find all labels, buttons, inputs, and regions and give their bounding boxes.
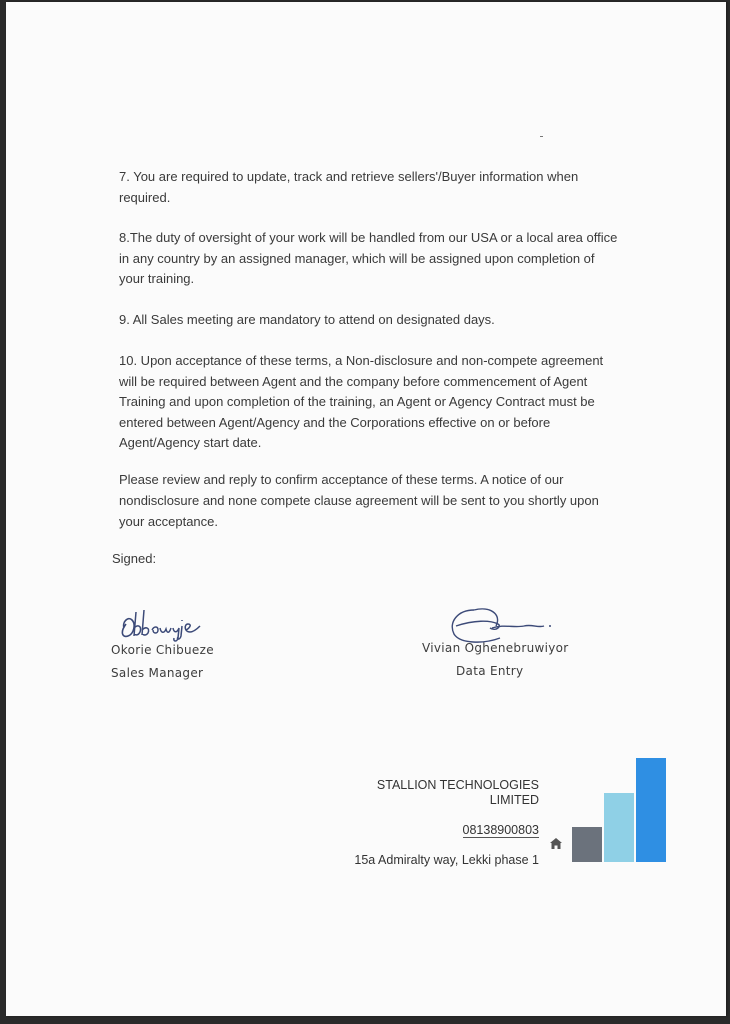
signatory-name: Okorie Chibueze [111, 643, 214, 657]
closing-paragraph: Please review and reply to confirm acceptance of these terms. A notice of our nondisclosure and none compete clause agreement will be sent to you shortly upon your acceptance. [119, 472, 599, 529]
paragraph-9: 9. All Sales meeting are mandatory to attend on designated days. [119, 312, 495, 327]
signatory-okorie [111, 639, 214, 685]
logo-bar-3 [636, 758, 666, 862]
company-name [306, 778, 539, 808]
company-name-line-2: LIMITED [489, 793, 539, 807]
signature-okorie [116, 602, 206, 642]
company-phone-number: 08138900803 [462, 823, 539, 837]
logo-bar-2 [604, 793, 634, 862]
paragraph-10: 10. Upon acceptance of these terms, a Non-disclosure and non-compete agreement will be required between Agent and the company before commencement of Agent Training and upon completion of the training, an Agent or Agency Contract must be entered between Agent/Agency and the Corporations effective on or before Agent/Agency start date. [119, 353, 604, 450]
paragraph-7: 7. You are required to update, track and retrieve sellers'/Buyer information when required. [119, 169, 579, 205]
signatory-title: Sales Manager [111, 666, 204, 680]
company-address: 15a Admiralty way, Lekki phase 1 [354, 853, 539, 867]
document-page [6, 2, 726, 1016]
signatory-vivian [422, 637, 569, 683]
signatory-title: Data Entry [456, 664, 524, 678]
company-name-line-1: STALLION TECHNOLOGIES [376, 778, 539, 792]
company-phone [406, 823, 539, 837]
home-icon [550, 838, 562, 849]
logo-bar-1 [572, 827, 602, 862]
signatory-name: Vivian Oghenebruwiyor [422, 641, 569, 655]
paragraph-8: 8.The duty of oversight of your work will be handled from our USA or a local area office in any country by an assigned manager, which will be assigned upon completion of your training. [119, 230, 618, 286]
bar-logo-icon [572, 754, 668, 862]
scan-speck [540, 136, 543, 137]
signed-label: Signed: [112, 551, 157, 566]
